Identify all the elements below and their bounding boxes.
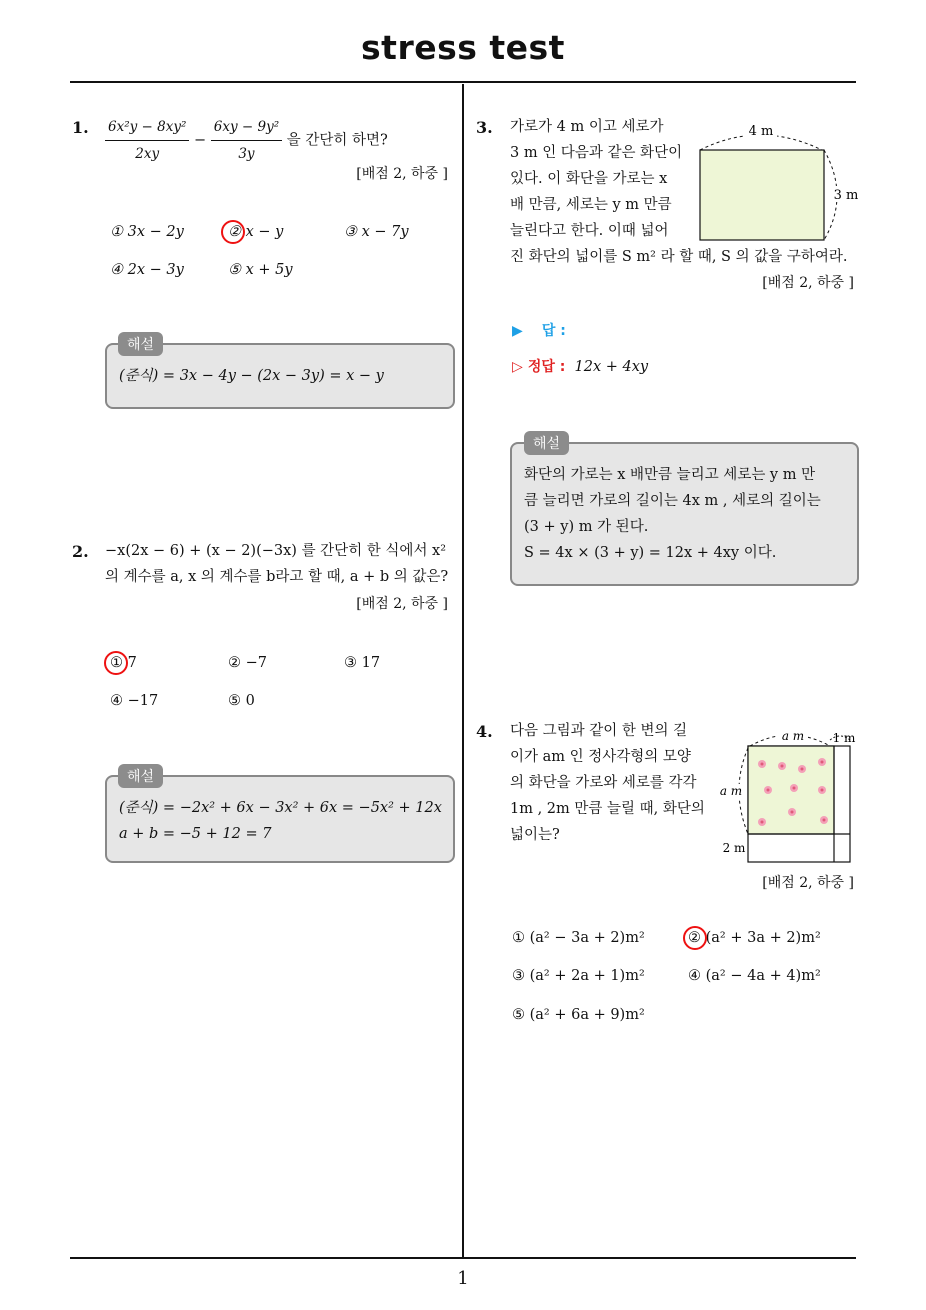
solution-tag: 해설: [118, 332, 163, 356]
question-text: 가로가 4 m 이고 세로가 3 m 인 다음과 같은 화단이 있다. 이 화단을 가로는 x 배 만큼, 세로는 y m 만큼 늘린다고 한다. 이때 넓어 진 화단의 넓이를 S m² 라 할 때, S 의 값을 구하여라.: [510, 119, 848, 265]
question-number: 1.: [72, 118, 89, 137]
choice-1[interactable]: ① 7: [110, 655, 137, 671]
page-title: stress test: [361, 28, 565, 67]
header-rule: [70, 81, 856, 83]
correct-value: 12x + 4xy: [574, 359, 649, 375]
correct-label: 정답 :: [527, 359, 566, 375]
choice-2[interactable]: ② −7: [228, 655, 267, 671]
solution-line: 화단의 가로는 x 배만큼 늘리고 세로는 y m 만: [524, 467, 816, 483]
solution-line: a + b = −5 + 12 = 7: [119, 826, 272, 842]
answer-row: [512, 320, 566, 340]
correct-answer-row: [512, 356, 648, 376]
question-text: $\frac{\text{6x²y − 8xy²}}{2xy}$ − $\frac{\text{6xy − 9y²}}{3y}$ 을 간단히 하면?: [105, 114, 388, 167]
choice-3[interactable]: ③ 17: [344, 655, 381, 671]
garden-rect: [700, 150, 824, 240]
correct-marker-icon: ▷: [512, 359, 523, 375]
choice-4[interactable]: ④ 2x − 3y: [110, 262, 184, 278]
garden-rectangle-figure: [690, 118, 860, 248]
choice-4[interactable]: ④ (a² − 4a + 4)m²: [688, 968, 821, 984]
question-number: 4.: [476, 722, 493, 741]
figure-right-label: 1 m: [832, 731, 856, 745]
answer-marker-icon: ▶: [512, 323, 523, 339]
question-text: −x(2x − 6) + (x − 2)(−3x) 를 간단히 한 식에서 x² 의 계수를 a, x 의 계수를 b라고 할 때, a + b 의 값은?: [105, 543, 449, 585]
figure-bottom-label: 2 m: [722, 841, 746, 855]
solution-line: (3 + y) m 가 된다.: [524, 519, 649, 535]
column-divider: [462, 84, 464, 1259]
answer-label: 답 :: [541, 323, 566, 339]
selected-answer-circle: [104, 651, 128, 675]
choice-1[interactable]: ① 3x − 2y: [110, 224, 184, 240]
choice-3[interactable]: ③ x − 7y: [344, 224, 409, 240]
choice-2[interactable]: ② x − y: [228, 224, 284, 240]
question-number: 3.: [476, 118, 493, 137]
question-text: 다음 그림과 같이 한 변의 길 이가 am 인 정사각형의 모양 의 화단을 가로와 세로를 각각 1m , 2m 만큼 늘릴 때, 화단의 넓이는?: [510, 723, 705, 843]
choice-5[interactable]: ⑤ x + 5y: [228, 262, 293, 278]
choice-2[interactable]: ② (a² + 3a + 2)m²: [688, 930, 821, 946]
solution-line: (준식) = −2x² + 6x − 3x² + 6x = −5x² + 12x: [119, 800, 442, 816]
choice-5[interactable]: ⑤ (a² + 6a + 9)m²: [512, 1007, 645, 1023]
choice-1[interactable]: ① (a² − 3a + 2)m²: [512, 930, 645, 946]
selected-answer-circle: [683, 926, 707, 950]
fraction: $\frac{\text{6xy − 9y²}}{3y}$: [211, 114, 282, 167]
choice-4[interactable]: ④ −17: [110, 693, 159, 709]
solution-line: 큼 늘리면 가로의 길이는 4x m , 세로의 길이는: [524, 493, 821, 509]
solution-box: [105, 775, 455, 863]
selected-answer-circle: [221, 220, 245, 244]
figure-top-label: a m: [781, 729, 805, 743]
figure-top-label: 4 m: [748, 124, 774, 139]
figure-side-label: 3 m: [833, 188, 859, 203]
question-number: 2.: [72, 542, 89, 561]
choice-3[interactable]: ③ (a² + 2a + 1)m²: [512, 968, 645, 984]
question-meta: [배점 2, 하중 ]: [762, 275, 854, 291]
choice-5[interactable]: ⑤ 0: [228, 693, 255, 709]
page-number: 1: [457, 1268, 469, 1289]
question-meta: [배점 2, 하중 ]: [356, 166, 448, 182]
question-meta: [배점 2, 하중 ]: [356, 596, 448, 612]
fraction: $\frac{\text{6x²y − 8xy²}}{2xy}$: [105, 114, 189, 167]
figure-left-label: a m: [719, 784, 743, 798]
solution-line: (준식) = 3x − 4y − (2x − 3y) = x − y: [119, 368, 384, 384]
solution-tag: 해설: [118, 764, 163, 788]
square-garden-figure: [718, 728, 858, 868]
footer-rule: [70, 1257, 856, 1259]
solution-tag: 해설: [524, 431, 569, 455]
question-meta: [배점 2, 하중 ]: [762, 875, 854, 891]
solution-line: S = 4x × (3 + y) = 12x + 4xy 이다.: [524, 545, 777, 561]
solution-box: [510, 442, 859, 586]
